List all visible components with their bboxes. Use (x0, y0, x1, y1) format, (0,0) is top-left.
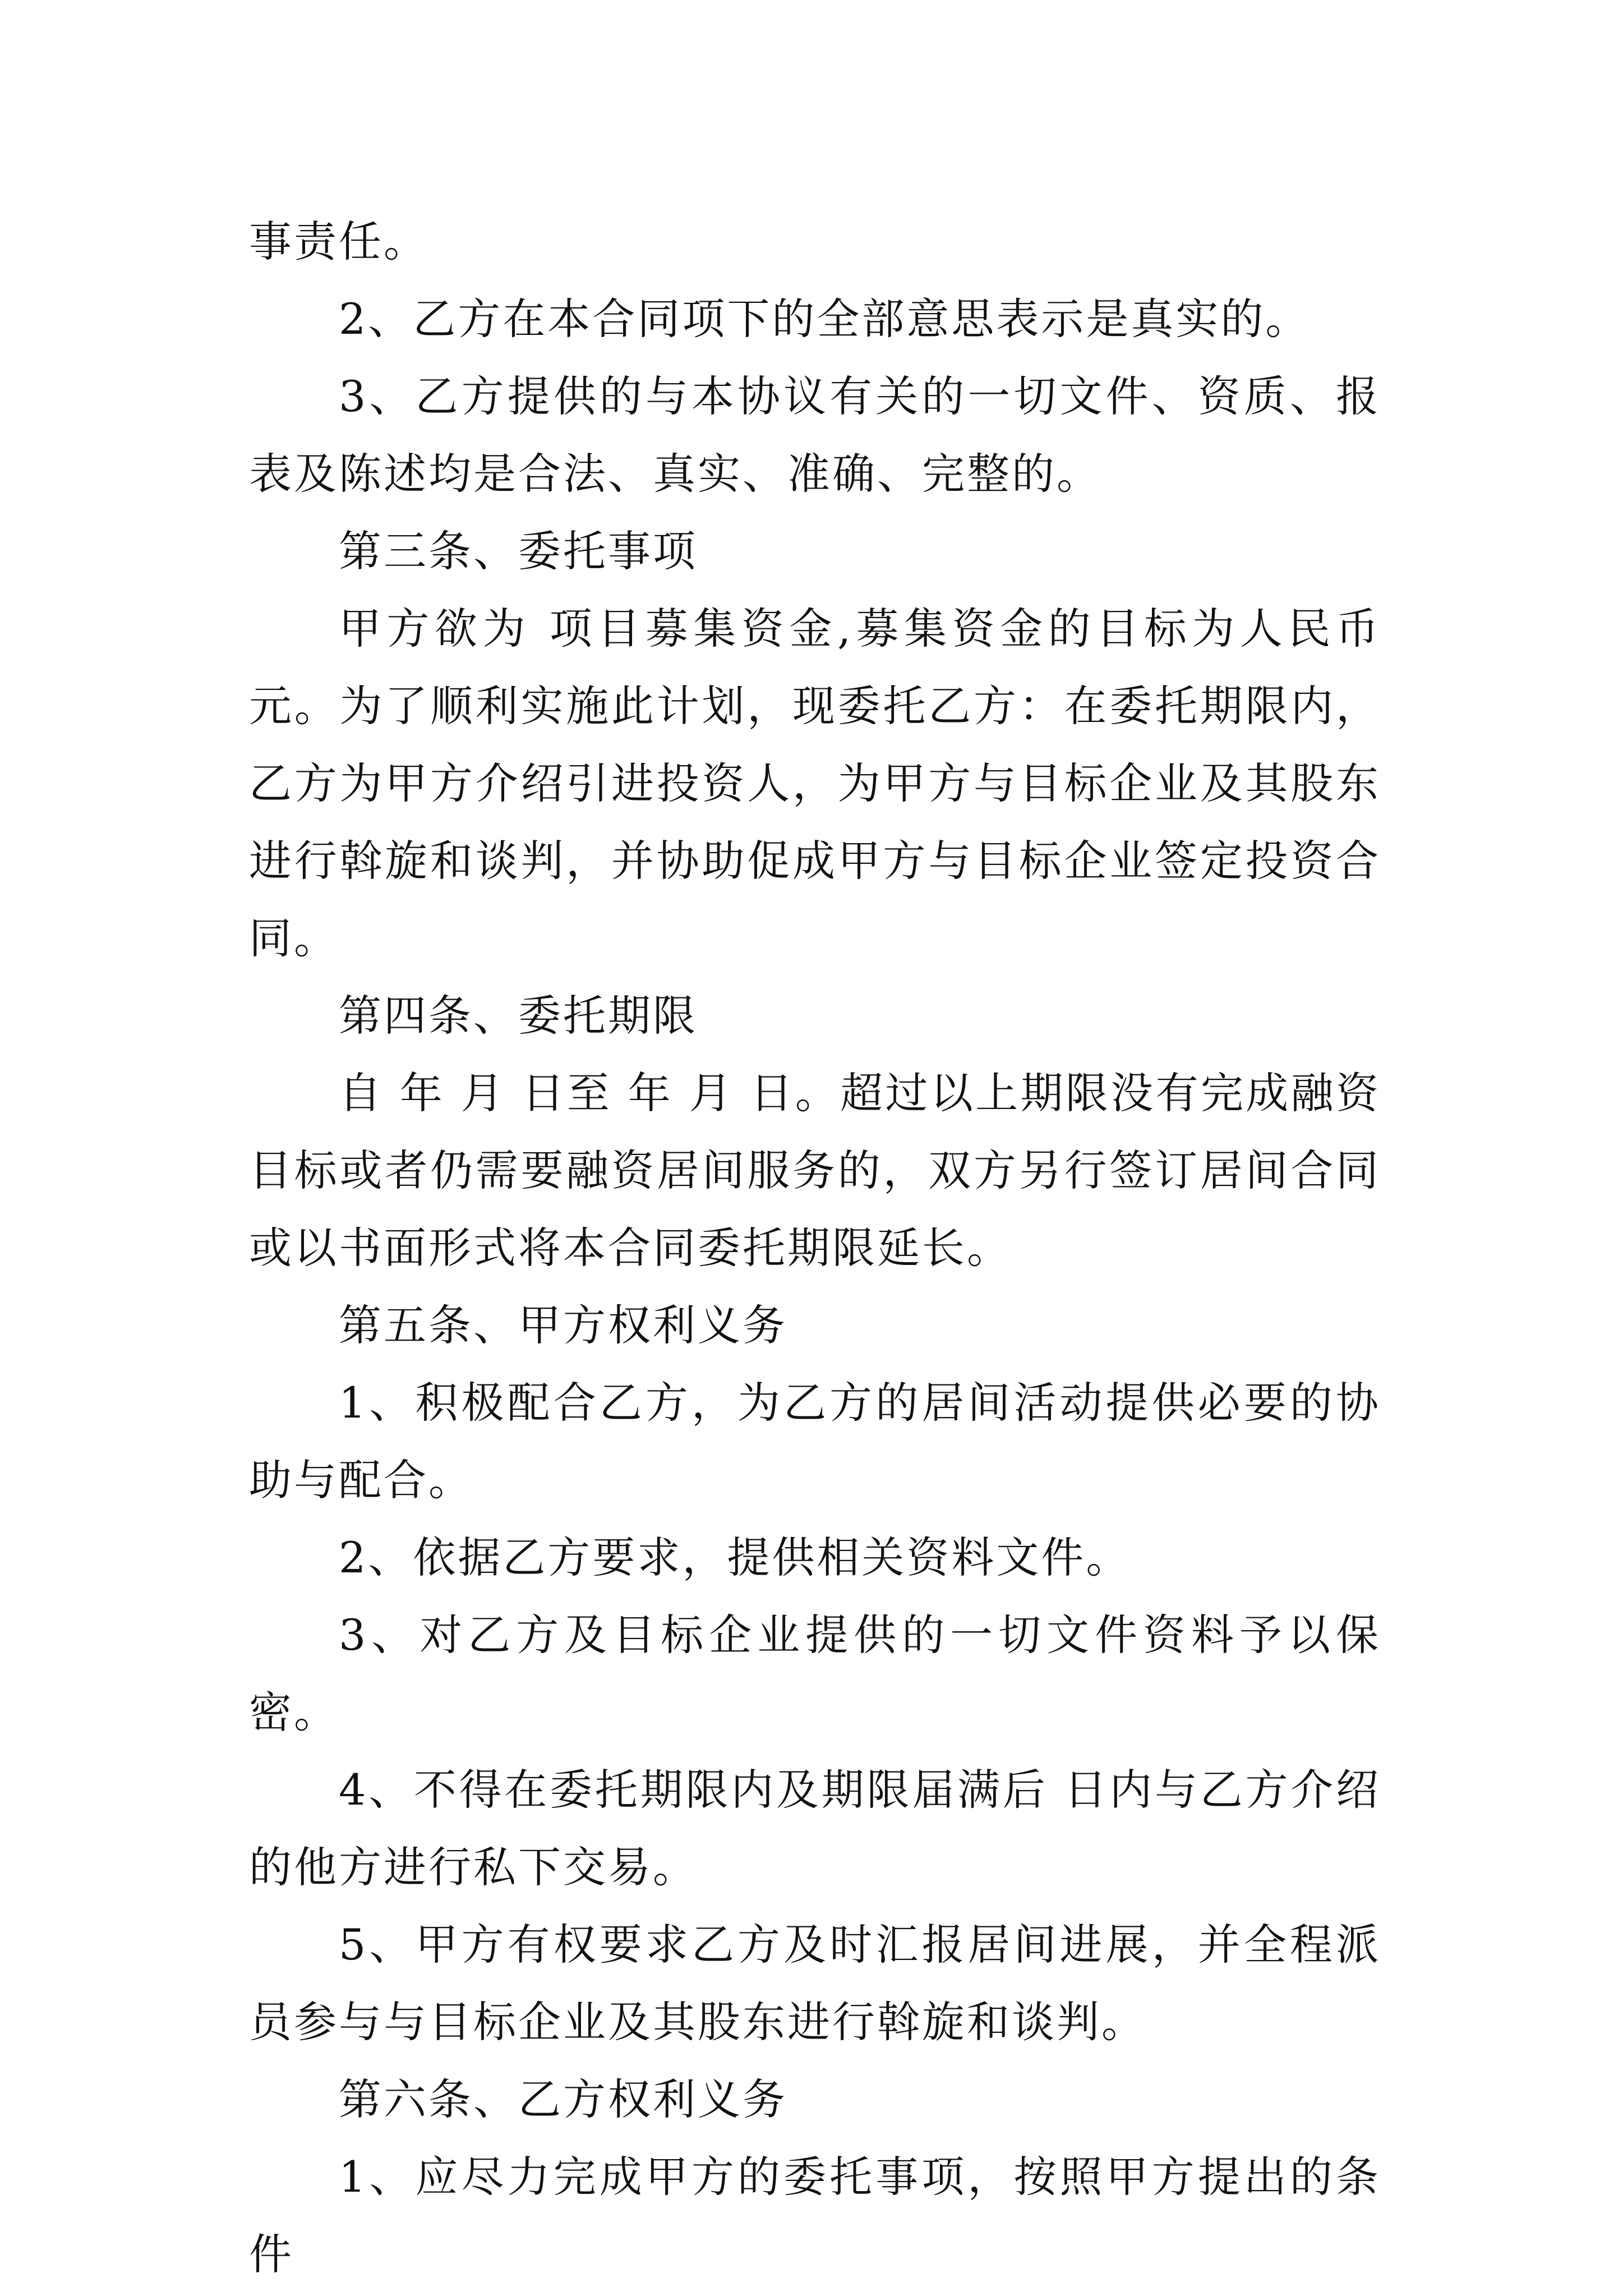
paragraph-11: 3、对乙方及目标企业提供的一切文件资料予以保密。 (249, 1610, 1381, 1737)
document-body (249, 203, 1381, 2293)
paragraph-15: 1、应尽力完成甲方的委托事项，按照甲方提出的条件 (249, 2152, 1381, 2279)
paragraph-10: 2、依据乙方要求，提供相关资料文件。 (339, 1533, 1131, 1582)
paragraph-1: 事责任。 (249, 217, 428, 266)
paragraph-3: 3、乙方提供的与本协议有关的一切文件、资质、报表及陈述均是合法、真实、准确、完整的。 (249, 371, 1381, 499)
paragraph-13: 5、甲方有权要求乙方及时汇报居间进展，并全程派员参与与目标企业及其股东进行斡旋和谈判。 (249, 1920, 1381, 2047)
paragraph-9: 1、积极配合乙方，为乙方的居间活动提供必要的协助与配合。 (249, 1378, 1381, 1505)
section-heading-3: 第三条、委托事项 (339, 526, 698, 576)
section-heading-5: 第五条、甲方权利义务 (339, 1300, 787, 1350)
paragraph-5: 甲方欲为 项目募集资金,募集资金的目标为人民币 元。为了顺利实施此计划，现委托乙方：在委托期限内，乙方为甲方介绍引进投资人，为甲方与目标企业及其股东进行斡旋和谈判，并协助促成甲方与目标企业签定投资合同。 (249, 604, 1381, 963)
paragraph-2: 2、乙方在本合同项下的全部意思表示是真实的。 (339, 294, 1311, 344)
paragraph-12: 4、不得在委托期限内及期限届满后 日内与乙方介绍的他方进行私下交易。 (249, 1765, 1381, 1892)
section-heading-6: 第六条、乙方权利义务 (339, 2074, 787, 2124)
paragraph-7: 自 年 月 日至 年 月 日。超过以上期限没有完成融资目标或者仍需要融资居间服务的，双方另行签订居间合同或以书面形式将本合同委托期限延长。 (249, 1068, 1381, 1273)
section-heading-4: 第四条、委托期限 (339, 991, 698, 1041)
